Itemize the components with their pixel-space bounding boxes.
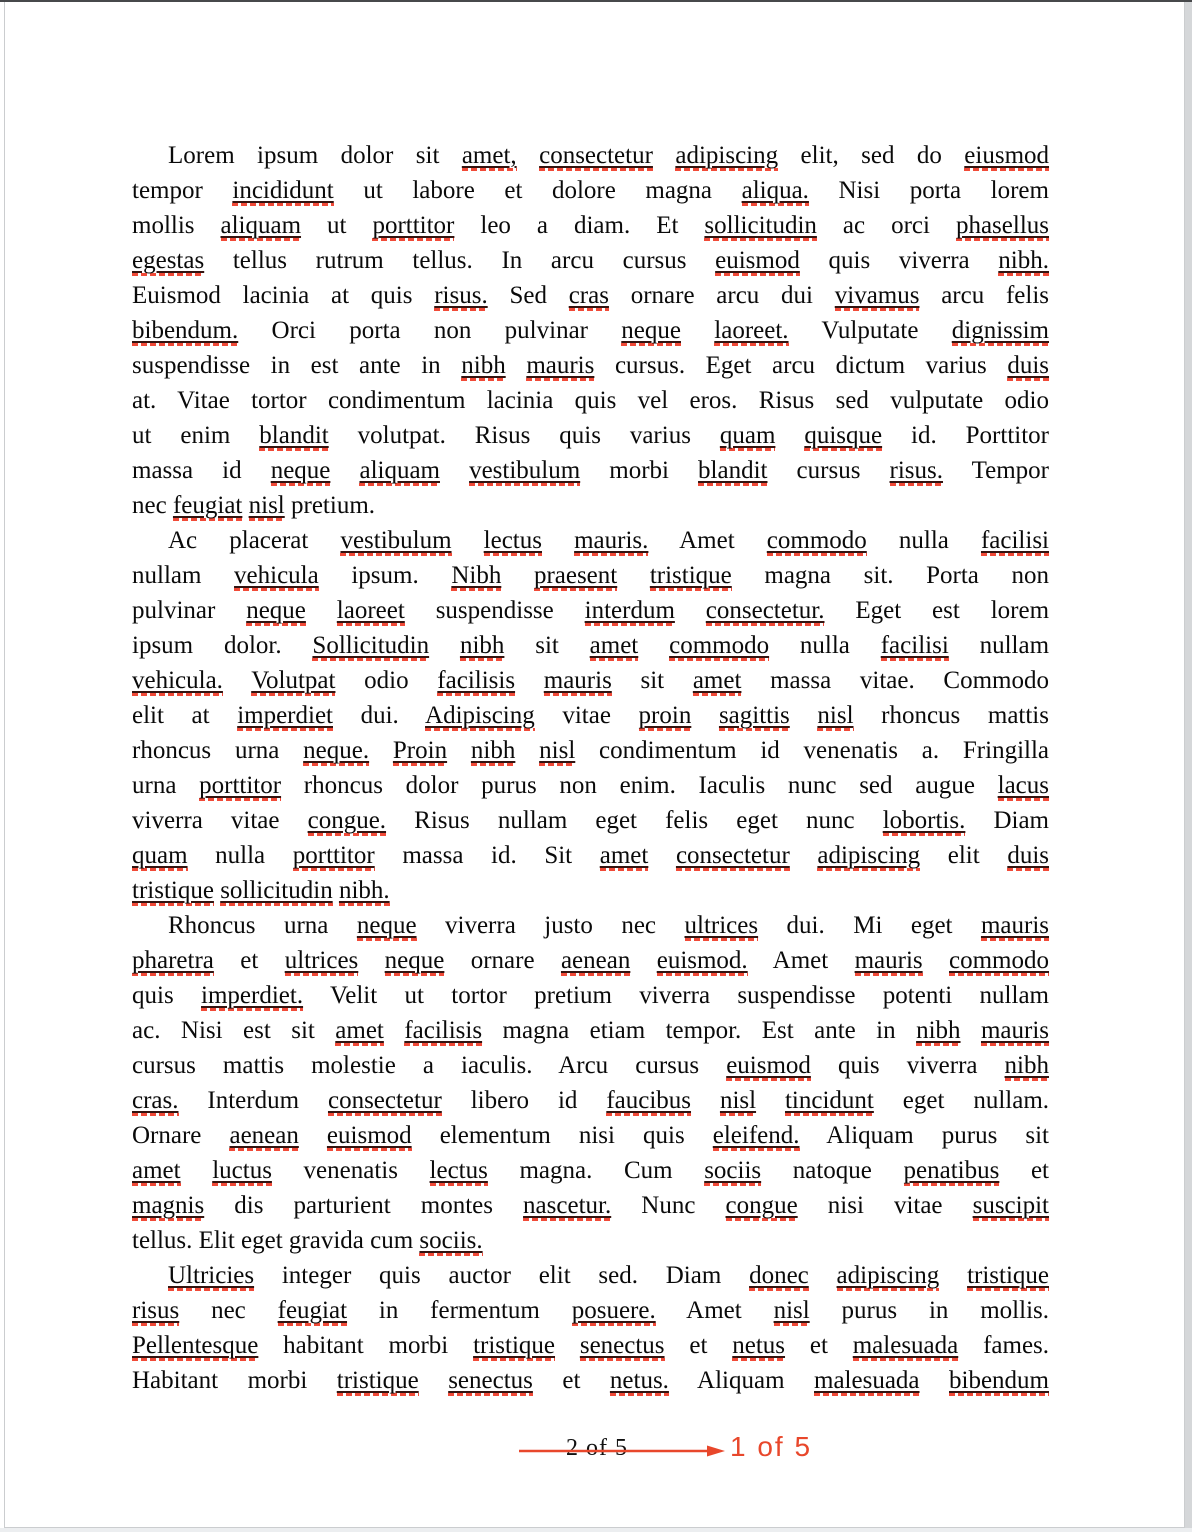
text-line: tempor incididunt ut labore et dolore magna aliqua. Nisi porta lorem — [132, 177, 1049, 204]
text-line: pulvinar neque laoreet suspendisse interdum consectetur. Eget est lorem — [132, 597, 1050, 624]
text-line — [132, 873, 1049, 908]
misspelled-word[interactable]: lectus — [429, 1157, 488, 1184]
misspelled-word[interactable]: bibendum. — [132, 317, 239, 344]
misspelled-word[interactable]: sollicitudin — [220, 877, 333, 904]
misspelled-word[interactable]: aliquam — [359, 457, 440, 484]
misspelled-word[interactable]: laoreet — [336, 597, 405, 624]
misspelled-word[interactable]: duis — [1007, 842, 1049, 869]
misspelled-word[interactable]: euismod. — [656, 947, 748, 974]
misspelled-word[interactable]: nibh. — [998, 247, 1049, 274]
misspelled-word[interactable]: facilisi — [980, 527, 1049, 554]
misspelled-word[interactable]: Adipiscing — [425, 702, 535, 729]
misspelled-word[interactable]: Ultricies — [168, 1262, 255, 1289]
misspelled-word[interactable]: blandit — [698, 457, 768, 484]
text-line: elit at imperdiet dui. Adipiscing vitae proin sagittis nisl rhoncus mattis — [132, 702, 1049, 729]
misspelled-word[interactable]: vestibulum — [340, 527, 452, 554]
text-line: Ultricies integer quis auctor elit sed. Diam donec adipiscing tristique — [168, 1262, 1049, 1289]
misspelled-word[interactable]: consectetur — [327, 1087, 442, 1114]
misspelled-word[interactable]: Nibh — [451, 562, 502, 589]
misspelled-word[interactable]: sociis. — [419, 1227, 483, 1254]
misspelled-word[interactable]: nisl — [817, 702, 854, 729]
misspelled-word[interactable]: adipiscing — [836, 1262, 940, 1289]
misspelled-word[interactable]: amet — [132, 1157, 181, 1184]
misspelled-word[interactable]: egestas — [132, 247, 205, 274]
misspelled-word[interactable]: euismod — [326, 1122, 412, 1149]
misspelled-word[interactable]: nisl — [248, 492, 285, 519]
text-line: risus nec feugiat in fermentum posuere. Amet nisl purus in mollis. — [132, 1297, 1049, 1324]
misspelled-word[interactable]: vehicula — [234, 562, 319, 589]
text-line: Euismod lacinia at quis risus. Sed cras ornare arcu dui vivamus arcu felis — [132, 282, 1050, 309]
document-page[interactable] — [4, 2, 1185, 1528]
misspelled-word[interactable]: sagittis — [718, 702, 790, 729]
misspelled-word[interactable]: neque — [246, 597, 306, 624]
text-line: pharetra et ultrices neque ornare aenean euismod. Amet mauris commodo — [132, 947, 1050, 974]
misspelled-word[interactable]: mauris — [980, 1017, 1050, 1044]
misspelled-word[interactable]: aliquam — [220, 212, 302, 239]
misspelled-word[interactable]: cras — [568, 282, 609, 309]
misspelled-word[interactable]: blandit — [259, 422, 329, 449]
misspelled-word[interactable]: nisl — [539, 737, 576, 764]
misspelled-word[interactable]: phasellus — [955, 212, 1049, 239]
misspelled-word[interactable]: lacus — [997, 772, 1050, 799]
text-line: quis imperdiet. Velit ut tortor pretium viverra suspendisse potenti nullam — [132, 982, 1049, 1009]
misspelled-word[interactable]: nibh — [470, 737, 516, 764]
misspelled-word[interactable]: bibendum — [949, 1367, 1050, 1394]
misspelled-word[interactable]: incididunt — [232, 177, 334, 204]
misspelled-word[interactable]: senectus — [448, 1367, 533, 1394]
correction-arrow — [519, 1443, 725, 1459]
misspelled-word[interactable]: magnis — [132, 1192, 205, 1219]
misspelled-word[interactable]: neque — [384, 947, 445, 974]
text-line: ac. Nisi est sit amet facilisis magna etiam tempor. Est ante in nibh mauris — [132, 1017, 1050, 1044]
misspelled-word[interactable]: lobortis. — [882, 807, 966, 834]
text-line: ut enim blandit volutpat. Risus quis varius quam quisque id. Porttitor — [132, 422, 1049, 449]
misspelled-word[interactable]: facilisis — [437, 667, 516, 694]
misspelled-word[interactable]: laoreet. — [714, 317, 789, 344]
misspelled-word[interactable]: eleifend. — [712, 1122, 800, 1149]
misspelled-word[interactable]: duis — [1007, 352, 1050, 379]
misspelled-word[interactable]: risus. — [434, 282, 488, 309]
misspelled-word[interactable]: neque — [621, 317, 681, 344]
text-line: massa id neque aliquam vestibulum morbi blandit cursus risus. Tempor — [132, 457, 1050, 484]
misspelled-word[interactable]: amet — [335, 1017, 384, 1044]
text-line: at. Vitae tortor condimentum lacinia quis vel eros. Risus sed vulputate odio — [132, 387, 1049, 414]
misspelled-word[interactable]: facilisis — [404, 1017, 483, 1044]
misspelled-word[interactable]: imperdiet — [237, 702, 333, 729]
misspelled-word[interactable]: feugiat — [172, 492, 243, 519]
misspelled-word[interactable]: lectus — [483, 527, 542, 554]
misspelled-word[interactable]: commodo — [949, 947, 1050, 974]
misspelled-word[interactable]: mauris — [980, 912, 1049, 939]
misspelled-word[interactable]: penatibus — [903, 1157, 1000, 1184]
text-line: Ac placerat vestibulum lectus mauris. Amet commodo nulla facilisi — [168, 527, 1049, 554]
paragraph — [132, 908, 1049, 1258]
misspelled-word[interactable]: nibh — [461, 352, 506, 379]
misspelled-word[interactable]: Proin — [392, 737, 448, 764]
misspelled-word[interactable]: amet — [599, 842, 649, 869]
misspelled-word[interactable]: Pellentesque — [132, 1332, 259, 1359]
document-text[interactable] — [132, 138, 1049, 1398]
paragraph — [132, 138, 1049, 523]
misspelled-word[interactable]: mauris — [526, 352, 595, 379]
misspelled-word[interactable]: consectetur. — [705, 597, 825, 624]
misspelled-word[interactable]: Sollicitudin — [312, 632, 430, 659]
text-line: Ornare aenean euismod elementum nisi quis eleifend. Aliquam purus sit — [132, 1122, 1049, 1149]
misspelled-word[interactable]: neque — [270, 457, 331, 484]
misspelled-word[interactable]: tristique — [336, 1367, 419, 1394]
text-line: egestas tellus rutrum tellus. In arcu cursus euismod quis viverra nibh. — [132, 247, 1049, 274]
misspelled-word[interactable]: cras. — [132, 1087, 179, 1114]
misspelled-word[interactable]: adipiscing — [817, 842, 921, 869]
misspelled-word[interactable]: donec — [749, 1262, 809, 1289]
misspelled-word[interactable]: interdum — [584, 597, 675, 624]
misspelled-word[interactable]: tristique — [967, 1262, 1049, 1289]
misspelled-word[interactable]: amet — [589, 632, 639, 659]
paragraph — [132, 523, 1049, 908]
misspelled-word[interactable]: consectetur — [675, 842, 790, 869]
text-line: ipsum dolor. Sollicitudin nibh sit amet commodo nulla facilisi nullam — [132, 632, 1050, 659]
misspelled-word[interactable]: Volutpat — [251, 667, 336, 694]
canvas-bottom-gutter — [0, 1528, 1192, 1532]
misspelled-word[interactable]: netus. — [609, 1367, 669, 1394]
text-line: nullam vehicula ipsum. Nibh praesent tristique magna sit. Porta non — [132, 562, 1049, 589]
misspelled-word[interactable]: commodo — [766, 527, 867, 554]
misspelled-word[interactable]: tristique — [132, 877, 214, 904]
misspelled-word[interactable]: nibh — [1004, 1052, 1049, 1079]
text-line: Rhoncus urna neque viverra justo nec ultrices dui. Mi eget mauris — [168, 912, 1049, 939]
misspelled-word[interactable]: praesent — [533, 562, 618, 589]
misspelled-word[interactable]: sociis — [704, 1157, 762, 1184]
text-line: cras. Interdum consectetur libero id faucibus nisl tincidunt eget nullam. — [132, 1087, 1050, 1114]
misspelled-word[interactable]: suscipit — [972, 1192, 1049, 1219]
misspelled-word[interactable]: tristique — [473, 1332, 556, 1359]
misspelled-word[interactable]: nascetur. — [523, 1192, 612, 1219]
text-line: mollis aliquam ut porttitor leo a diam. Et sollicitudin ac orci phasellus — [132, 212, 1049, 239]
misspelled-word[interactable]: ultrices — [284, 947, 359, 974]
misspelled-word[interactable]: imperdiet. — [201, 982, 304, 1009]
misspelled-word[interactable]: vivamus — [834, 282, 920, 309]
misspelled-word[interactable]: nibh. — [338, 877, 390, 904]
misspelled-word[interactable]: consectetur — [539, 142, 653, 169]
misspelled-word[interactable]: proin — [638, 702, 692, 729]
text-line: Habitant morbi tristique senectus et netus. Aliquam malesuada bibendum — [132, 1367, 1050, 1394]
misspelled-word[interactable]: commodo — [669, 632, 770, 659]
page-footer — [5, 1430, 1184, 1474]
paragraph — [132, 1258, 1049, 1398]
text-line: bibendum. Orci porta non pulvinar neque laoreet. Vulputate dignissim — [132, 317, 1049, 344]
misspelled-word[interactable]: ultrices — [684, 912, 759, 939]
misspelled-word[interactable]: neque. — [303, 737, 370, 764]
misspelled-word[interactable]: euismod — [726, 1052, 811, 1079]
misspelled-word[interactable]: amet — [692, 667, 742, 694]
original-page-number: 2 of 5 — [566, 1435, 628, 1461]
misspelled-word[interactable]: faucibus — [606, 1087, 692, 1114]
misspelled-word[interactable]: tristique — [649, 562, 732, 589]
misspelled-word[interactable]: amet, — [461, 142, 517, 169]
text-line: rhoncus urna neque. Proin nibh nisl condimentum id venenatis a. Fringilla — [132, 737, 1050, 764]
corrected-page-number: 1 of 5 — [730, 1431, 813, 1462]
text-line: tellus. Elit eget gravida cum sociis. — [132, 1227, 483, 1254]
misspelled-word[interactable]: facilisi — [880, 632, 949, 659]
text-line: nec feugiat nisl pretium. — [132, 492, 376, 519]
text-line: urna porttitor rhoncus dolor purus non enim. Iaculis nunc sed augue lacus — [132, 772, 1050, 799]
misspelled-word[interactable]: porttitor — [292, 842, 375, 869]
misspelled-word[interactable]: pharetra — [132, 947, 214, 974]
misspelled-word[interactable]: mauris — [543, 667, 612, 694]
text-line: suspendisse in est ante in nibh mauris cursus. Eget arcu dictum varius duis — [132, 352, 1050, 379]
misspelled-word[interactable]: adipiscing — [675, 142, 779, 169]
misspelled-word[interactable]: porttitor — [372, 212, 455, 239]
misspelled-word[interactable]: nibh — [459, 632, 505, 659]
misspelled-word[interactable]: mauris — [854, 947, 923, 974]
text-line: cursus mattis molestie a iaculis. Arcu cursus euismod quis viverra nibh — [132, 1052, 1049, 1079]
misspelled-word[interactable]: aenean — [229, 1122, 299, 1149]
misspelled-word[interactable]: luctus — [212, 1157, 272, 1184]
misspelled-word[interactable]: congue — [725, 1192, 798, 1219]
misspelled-word[interactable]: nisl — [773, 1297, 810, 1324]
toolbar-bottom-edge — [0, 0, 1192, 2]
text-line: vehicula. Volutpat odio facilisis mauris sit amet massa vitae. Commodo — [132, 667, 1050, 694]
misspelled-word[interactable]: malesuada — [852, 1332, 959, 1359]
misspelled-word[interactable]: mauris. — [574, 527, 649, 554]
text-line: quam nulla porttitor massa id. Sit amet consectetur adipiscing elit duis — [132, 842, 1049, 869]
text-line: Lorem ipsum dolor sit amet, consectetur adipiscing elit, sed do eiusmod — [168, 142, 1050, 169]
misspelled-word[interactable]: netus — [732, 1332, 786, 1359]
text-line: viverra vitae congue. Risus nullam eget felis eget nunc lobortis. Diam — [132, 807, 1050, 834]
misspelled-word[interactable]: risus. — [889, 457, 943, 484]
misspelled-word[interactable]: quisque — [804, 422, 883, 449]
misspelled-word[interactable]: dignissim — [951, 317, 1049, 344]
canvas-right-gutter — [1185, 0, 1192, 1532]
misspelled-word[interactable]: aliqua. — [741, 177, 809, 204]
misspelled-word[interactable]: quam — [132, 842, 188, 869]
misspelled-word[interactable]: tincidunt — [784, 1087, 874, 1114]
misspelled-word[interactable]: nibh — [916, 1017, 961, 1044]
misspelled-word[interactable]: aenean — [560, 947, 631, 974]
misspelled-word[interactable]: eiusmod — [964, 142, 1050, 169]
misspelled-word[interactable]: malesuada — [814, 1367, 920, 1394]
misspelled-word[interactable]: senectus — [579, 1332, 665, 1359]
misspelled-word[interactable]: vehicula. — [132, 667, 223, 694]
misspelled-word[interactable]: nisl — [719, 1087, 757, 1114]
text-line: Pellentesque habitant morbi tristique senectus et netus et malesuada fames. — [132, 1332, 1050, 1359]
misspelled-word[interactable]: congue. — [307, 807, 387, 834]
misspelled-word[interactable]: neque — [356, 912, 417, 939]
misspelled-word[interactable]: feugiat — [277, 1297, 348, 1324]
misspelled-word[interactable]: quam — [719, 422, 776, 449]
text-line: amet luctus venenatis lectus magna. Cum sociis natoque penatibus et — [132, 1157, 1049, 1184]
misspelled-word[interactable]: vestibulum — [469, 457, 581, 484]
misspelled-word[interactable]: porttitor — [199, 772, 282, 799]
text-line: magnis dis parturient montes nascetur. Nunc congue nisi vitae suscipit — [132, 1192, 1049, 1219]
misspelled-word[interactable]: sollicitudin — [704, 212, 817, 239]
misspelled-word[interactable]: euismod — [715, 247, 800, 274]
misspelled-word[interactable]: posuere. — [571, 1297, 656, 1324]
misspelled-word[interactable]: risus — [132, 1297, 180, 1324]
